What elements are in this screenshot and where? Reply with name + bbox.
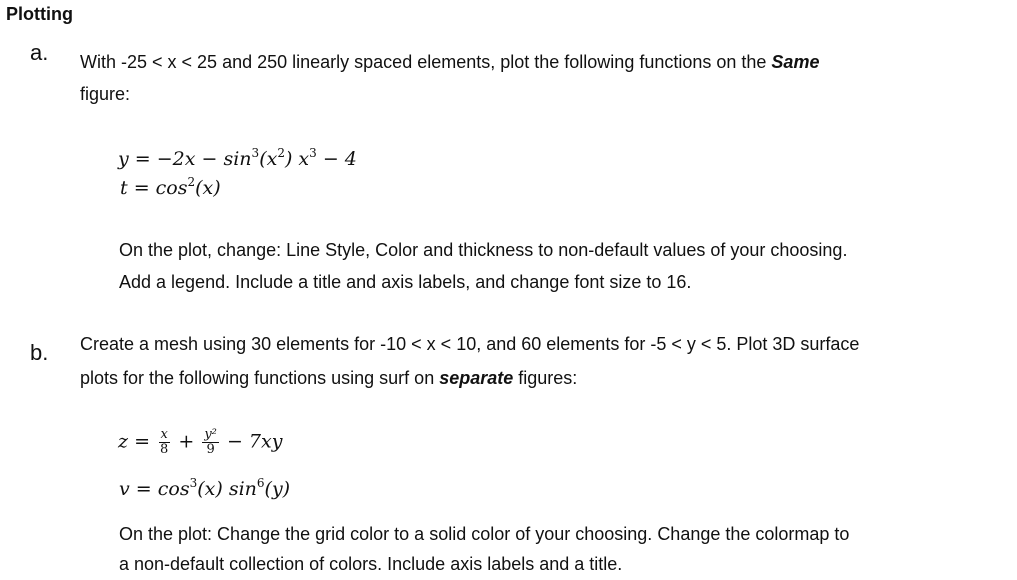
exponent: 3 — [189, 476, 198, 490]
equation-y-lhs: y — [118, 148, 129, 170]
equation-z — [118, 428, 282, 457]
equation-v-lhs: v — [119, 478, 130, 500]
part-a-intro-line-2: figure: — [80, 84, 131, 104]
part-b-marker: b. — [30, 340, 49, 365]
equals-sign: = — [133, 177, 150, 199]
equation-t-term: (x) — [195, 177, 221, 199]
part-a-instructions-line-1: On the plot, change: Line Style, Color and thickness to non-default values of your choosing. — [119, 240, 848, 260]
part-a-marker: a. — [30, 40, 49, 65]
page-heading: Plotting — [6, 4, 73, 24]
equation-v-term: cos — [157, 478, 190, 500]
part-a-intro-text: With -25 < x < 25 and 250 linearly spaced elements, plot the following functions on the — [80, 52, 772, 72]
part-a-instructions-line-2: Add a legend. Include a title and axis labels, and change font size to 16. — [119, 272, 692, 292]
equation-v — [119, 476, 290, 500]
fraction-denominator: 9 — [206, 442, 215, 457]
part-b-intro-text: plots for the following functions using surf on — [80, 368, 440, 388]
equals-sign: = — [135, 478, 152, 500]
fraction-y2-over-9 — [202, 428, 219, 457]
equation-v-term: (x) sin — [197, 478, 257, 500]
exponent: 6 — [256, 476, 265, 490]
part-a-intro-line-1 — [80, 46, 819, 78]
part-b-intro-text-end: figures: — [513, 368, 578, 388]
part-b-intro-line-1: Create a mesh using 30 elements for -10 < x < 10, and 60 elements for -5 < y < 5. Plot 3D surface — [80, 334, 860, 354]
part-b-instructions-line-1: On the plot: Change the grid color to a solid color of your choosing. Change the colormap to — [119, 524, 850, 544]
equation-y-term: ) x — [284, 148, 310, 170]
equation-y-term: − 4 — [316, 148, 357, 170]
fraction-numerator: y² — [204, 427, 217, 442]
equation-t-lhs: t — [120, 177, 128, 199]
part-b-emphasis-separate: separate — [439, 368, 514, 388]
equation-t-term: cos — [155, 177, 188, 199]
exponent: 2 — [187, 175, 196, 189]
equation-y-term: −2x − sin — [156, 148, 252, 170]
plus-sign: + — [178, 430, 195, 453]
part-b-intro-line-2 — [80, 362, 577, 394]
fraction-numerator: x — [160, 427, 168, 442]
equation-t — [120, 175, 221, 199]
exponent: 2 — [277, 146, 285, 160]
equation-z-lhs: z — [118, 430, 129, 453]
equation-z-term: − 7xy — [226, 430, 283, 453]
part-a-emphasis-same: Same — [771, 52, 820, 72]
fraction-x-over-8 — [158, 428, 170, 457]
equation-y-term: (x — [259, 148, 278, 170]
exponent: 3 — [251, 146, 260, 160]
equals-sign: = — [134, 148, 151, 170]
exponent: 3 — [309, 146, 317, 160]
equals-sign: = — [134, 430, 150, 453]
equation-v-term: (y) — [264, 478, 291, 500]
fraction-denominator: 8 — [160, 442, 169, 457]
part-b-instructions-line-2: a non-default collection of colors. Include axis labels and a title. — [119, 554, 623, 574]
equation-y — [118, 146, 357, 170]
